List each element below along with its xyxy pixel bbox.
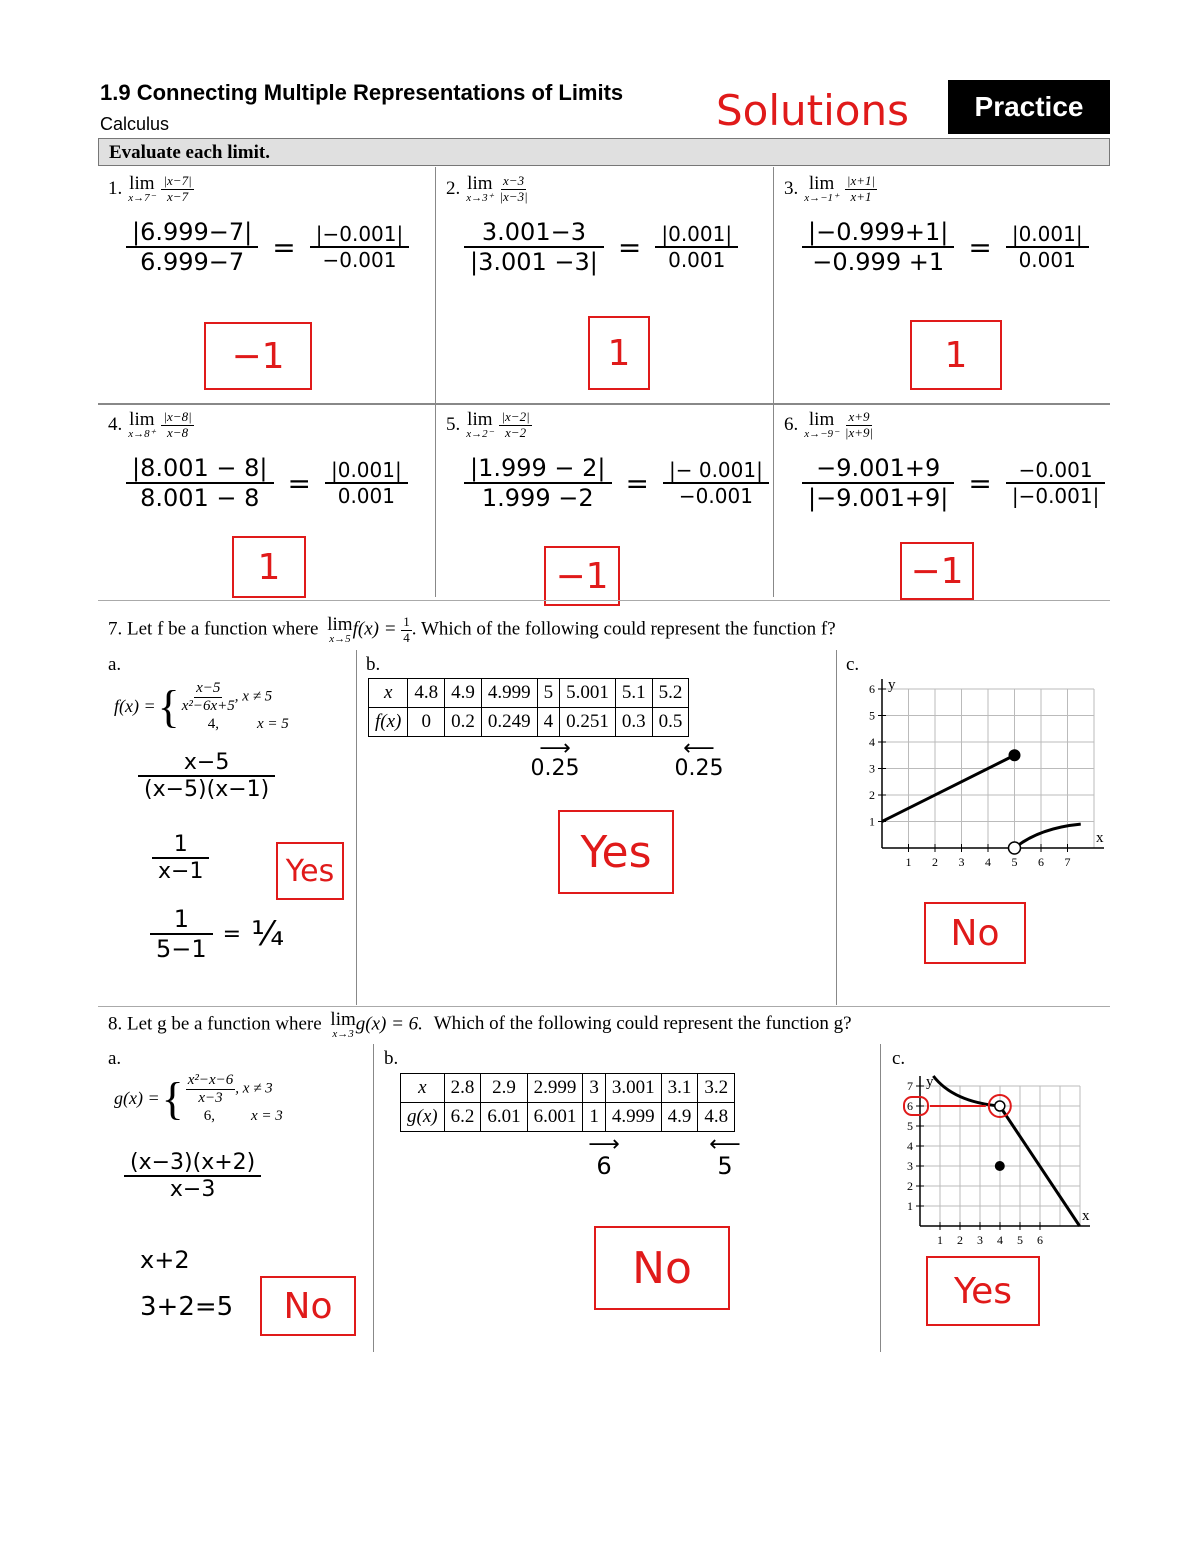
work-line: $\frac{|1.999 - 2|}{1.999 -2}$ = $\frac{|- 0.001|}{-0.001}$ — [464, 454, 769, 512]
q7a-answer: Yes — [276, 842, 344, 900]
x-tick-label: 3 — [958, 855, 965, 869]
q8-table-cell: 1 — [583, 1103, 606, 1132]
course-name: Calculus — [100, 114, 170, 134]
q8-table-cell: 3.001 — [605, 1074, 661, 1103]
x-tick-label: 4 — [985, 855, 991, 869]
page-title: 1.9 Connecting Multiple Representations of Limits — [100, 80, 624, 105]
answer-box: 1 — [232, 536, 306, 598]
y-tick-label: 4 — [869, 735, 875, 749]
q8b-right-arrow: ⟵ 5 — [709, 1132, 741, 1180]
q8a-work-step2: x+2 — [140, 1246, 190, 1274]
x-tick-label: 1 — [905, 855, 912, 869]
x-tick-label: 2 — [957, 1233, 963, 1247]
q8b-label: b. — [384, 1048, 399, 1069]
limit-problem-1: 1. lim x→7⁻ $\frac{|x-7|}{x-7}$ $\frac{|6.999-7|}{6.999-7}$ = $\frac{|-0.001|}{-0.001}$ −1 — [100, 168, 432, 400]
q7-prompt: 7. Let f be a function where lim x→5 f(x) = $\frac{1}{4}$ . Which of the following could represent the function f? — [108, 614, 836, 645]
q7a-work-step1: x−5 (x−5)(x−1) — [138, 750, 275, 802]
answer-box: 1 — [910, 320, 1002, 390]
open-point — [995, 1101, 1005, 1111]
q7a-work-step2: 1 x−1 — [152, 832, 209, 884]
q7-table-cell: 4.8 — [408, 679, 445, 708]
q7-table-cell: 0.251 — [560, 708, 616, 737]
y-tick-label: 7 — [907, 1079, 913, 1093]
y-tick-label: 6 — [869, 682, 875, 696]
q8-table-cell: 2.8 — [444, 1074, 481, 1103]
x-tick-label: 5 — [1017, 1233, 1023, 1247]
limit-problem-6: 6. lim x→−9⁻ $\frac{x+9}{|x+9|}$ $\frac{-9.001+9}{|-9.001+9|}$ = $\frac{-0.001}{|-0.001|}$ −1 — [776, 404, 1108, 636]
y-tick-label: 3 — [869, 761, 875, 776]
q8-table-header-cell: x — [401, 1074, 445, 1103]
y-tick-label: 2 — [907, 1179, 913, 1193]
q8-table-cell: 3.2 — [698, 1074, 735, 1103]
q7-table-cell: 4.9 — [445, 679, 482, 708]
q8a-label: a. — [108, 1048, 122, 1069]
q7b-right-arrow: ⟵ 0.25 — [674, 736, 724, 781]
q8a-work-step3: 3+2=5 — [140, 1292, 234, 1322]
q7b-label: b. — [366, 654, 381, 675]
work-line: $\frac{|-0.999+1|}{-0.999 +1}$ = $\frac{|0.001|}{0.001}$ — [802, 218, 1089, 276]
work-line: $\frac{|6.999-7|}{6.999-7}$ = $\frac{|-0.001|}{-0.001}$ — [126, 218, 409, 276]
q8-table-cell: 4.9 — [661, 1103, 698, 1132]
q7c-label: c. — [846, 654, 860, 675]
q7-table-cell: 0.3 — [615, 708, 652, 737]
closed-point — [995, 1161, 1005, 1171]
limit-problem-3: 3. lim x→−1⁺ $\frac{|x+1|}{x+1}$ $\frac{|-0.999+1|}{-0.999 +1}$ = $\frac{|0.001|}{0.001}$ 1 — [776, 168, 1108, 400]
q7b-table — [368, 678, 689, 737]
q8b-left-arrow: ⟶ 6 — [588, 1132, 620, 1180]
q7-divider-a — [356, 650, 357, 1005]
q8-table-cell: 6.2 — [444, 1103, 481, 1132]
q7b-answer: Yes — [558, 810, 674, 894]
x-axis-label: x — [1096, 830, 1104, 846]
q7-table-cell: 0.5 — [652, 708, 689, 737]
y-tick-label: 5 — [907, 1119, 913, 1133]
answer-box: −1 — [900, 542, 974, 600]
y-tick-label: 6 — [907, 1099, 913, 1113]
q8-table-cell: 4.8 — [698, 1103, 735, 1132]
grid-divider — [435, 167, 436, 597]
q8-table-cell: 3.1 — [661, 1074, 698, 1103]
q7-table-cell: 0 — [408, 708, 445, 737]
problem-number: 4. — [108, 414, 123, 435]
y-axis-label: y — [926, 1074, 934, 1090]
q7c-answer: No — [924, 902, 1026, 964]
work-line: $\frac{3.001-3}{|3.001 -3|}$ = $\frac{|0.001|}{0.001}$ — [464, 218, 738, 276]
q7-table-header-cell: f(x) — [369, 708, 408, 737]
q8-divider-b — [880, 1044, 881, 1352]
q7-table-cell: 5.001 — [560, 679, 616, 708]
problem-number: 2. — [446, 178, 461, 199]
q7a-label: a. — [108, 654, 122, 675]
q7a-function: f(x) = { $\frac{x-5}{\text{x²−6x+5}}$ , x ≠ 5 4, x = 5 — [114, 680, 289, 732]
x-tick-label: 2 — [932, 855, 938, 869]
q8-table-cell: 2.9 — [481, 1074, 527, 1103]
problem-number: 3. — [784, 178, 799, 199]
x-tick-label: 7 — [1064, 855, 1071, 869]
q8-table-cell: 4.999 — [605, 1103, 661, 1132]
q8-table-cell: 6.01 — [481, 1103, 527, 1132]
q7-table-header-cell: x — [369, 679, 408, 708]
y-tick-label: 5 — [869, 708, 875, 723]
left-segment — [882, 755, 1015, 821]
q8-table-header-cell: g(x) — [401, 1103, 445, 1132]
x-tick-label: 6 — [1037, 1233, 1043, 1247]
y-axis-label: y — [888, 677, 896, 693]
q8-table-cell: 6.001 — [527, 1103, 583, 1132]
q8c-answer: Yes — [926, 1256, 1040, 1326]
q7-table-cell: 0.2 — [445, 708, 482, 737]
problem-number: 6. — [784, 414, 799, 435]
x-tick-label: 3 — [977, 1233, 983, 1247]
work-line: $\frac{|8.001 - 8|}{8.001 - 8}$ = $\frac{|0.001|}{0.001}$ — [126, 454, 408, 512]
x-axis-label: x — [1082, 1208, 1090, 1224]
q7-table-cell: 4 — [537, 708, 560, 737]
q8b-table — [400, 1073, 735, 1132]
q8a-work-step1: (x−3)(x+2) x−3 — [124, 1150, 261, 1202]
practice-badge: Practice — [948, 80, 1110, 134]
q7-table-cell: 0.249 — [481, 708, 537, 737]
q8-table-cell: 2.999 — [527, 1074, 583, 1103]
y-tick-label: 4 — [907, 1139, 913, 1153]
q8-table-cell: 3 — [583, 1074, 606, 1103]
q7-table-cell: 5 — [537, 679, 560, 708]
limit-problem-2: 2. lim x→3⁺ $\frac{x-3}{|x-3|}$ $\frac{3.001-3}{|3.001 -3|}$ = $\frac{|0.001|}{0.001}$ 1 — [438, 168, 770, 400]
x-tick-label: 1 — [937, 1233, 943, 1247]
y-tick-label: 2 — [869, 788, 875, 802]
table-row — [369, 679, 689, 708]
answer-box: −1 — [204, 322, 312, 390]
q8-divider-a — [373, 1044, 374, 1352]
problem-number: 5. — [446, 414, 461, 435]
open-endpoint — [1009, 842, 1021, 854]
q7a-work-step3: $\frac{1}{5-1}$ = ¼ — [150, 905, 284, 963]
x-tick-label: 6 — [1038, 855, 1044, 869]
limit-problem-5: 5. lim x→2⁻ $\frac{|x-2|}{x-2}$ $\frac{|1.999 - 2|}{1.999 -2}$ = $\frac{|- 0.001|}{-0.001}$ −1 — [438, 404, 770, 636]
q7-table-cell: 5.1 — [615, 679, 652, 708]
table-row — [401, 1103, 735, 1132]
limit-problem-4: 4. lim x→8⁺ $\frac{|x-8|}{x-8}$ $\frac{|8.001 - 8|}{8.001 - 8}$ = $\frac{|0.001|}{0.001}$ 1 — [100, 404, 432, 636]
answer-box: 1 — [588, 316, 650, 390]
x-tick-label: 5 — [1011, 855, 1018, 869]
closed-endpoint — [1009, 749, 1021, 761]
q7-divider-b — [836, 650, 837, 1005]
q7-divider — [98, 600, 1110, 601]
q8c-graph — [900, 1066, 1100, 1250]
problem-number: 1. — [108, 178, 123, 199]
solutions-label: Solutions — [716, 86, 909, 135]
q8b-answer: No — [594, 1226, 730, 1310]
q8-prompt: 8. Let g be a function where lim x→3 g(x) = 6. Which of the following could represent the function g? — [108, 1009, 852, 1040]
q7-table-cell: 5.2 — [652, 679, 689, 708]
q8a-function: g(x) = { $\frac{\text{x²−x−6}}{x-3}$ , x ≠ 3 6, x = 3 — [114, 1072, 283, 1124]
y-tick-label: 1 — [869, 814, 875, 829]
y-tick-label: 3 — [907, 1159, 913, 1173]
table-row — [401, 1074, 735, 1103]
right-curve — [1015, 824, 1081, 848]
work-line: $\frac{-9.001+9}{|-9.001+9|}$ = $\frac{-0.001}{|-0.001|}$ — [802, 454, 1105, 512]
q8c-label: c. — [892, 1048, 906, 1069]
q7c-graph — [860, 672, 1104, 882]
table-row — [369, 708, 689, 737]
q8-divider — [98, 1006, 1110, 1007]
section-header: Evaluate each limit. — [98, 138, 1110, 166]
q8a-answer: No — [260, 1276, 356, 1336]
x-tick-label: 4 — [997, 1233, 1003, 1247]
q7b-left-arrow: ⟶ 0.25 — [530, 736, 580, 781]
y-tick-label: 1 — [907, 1199, 913, 1213]
grid-divider — [773, 167, 774, 597]
answer-box: −1 — [544, 546, 620, 606]
q7-table-cell: 4.999 — [481, 679, 537, 708]
